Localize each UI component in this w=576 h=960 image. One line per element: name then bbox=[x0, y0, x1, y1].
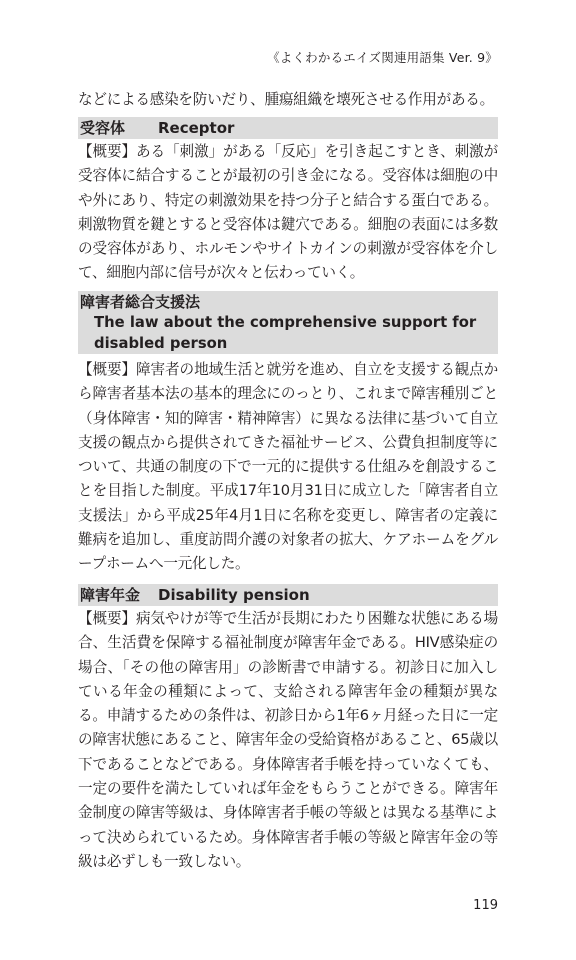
entry-heading-disability-pension bbox=[78, 584, 498, 606]
entry-body-receptor: 【概要】ある「刺激」がある「反応」を引き起こすとき、刺激が受容体に結合することが最初の引き金になる。受容体は細胞の中や外にあり、特定の刺激効果を持つ分子と結合する蛋白である。刺激物質を鍵とすると受容体は鍵穴である。細胞の表面には多数の受容体があり、ホルモンやサイトカインの刺激が受容体を介して、細胞内部に信号が次々と伝わっていく。 bbox=[78, 143, 498, 282]
page-number: 119 bbox=[473, 898, 498, 913]
term-en: Receptor bbox=[158, 119, 235, 137]
running-head: 《よくわかるエイズ関連用語集 Ver. 9》 bbox=[267, 50, 498, 65]
term-jp: 受容体 bbox=[80, 119, 126, 137]
entry-body-disability-pension: 【概要】病気やけが等で生活が長期にわたり困難な状態にある場合、生活費を保障する福祉制度が障害年金である。HIV感染症の場合、「その他の障害用」の診断書で申請する。初診日に加入している年金の種類によって、支給される障害年金の種類が異なる。申請するための条件は、初診日から1年6ヶ月経った日に一定の障害状態にあること、障害年金の受給資格があること、65歳以下であることなどである。身体障害者手帳を持っていなくても、一定の要件を満たしていれば年金をもらうことができる。障害年金制度の障害等級は、身体障害者手帳の等級とは異なる基準によって決められているため。身体障害者手帳の等級と障害年金の等級は必ずしも一致しない。 bbox=[78, 610, 498, 870]
term-en: The law about the comprehensive support for disabled person bbox=[94, 314, 477, 352]
entry-heading-support-law bbox=[78, 291, 498, 354]
continuation-text: などによる感染を防いだり、腫瘍組織を壊死させる作用がある。 bbox=[78, 91, 494, 108]
entry-body-support-law: 【概要】障害者の地域生活と就労を進め、自立を支援する観点から障害者基本法の基本的理念にのっとり、これまで障害種別ごと（身体障害・知的障害・精神障害）に異なる法律に基づいて自立支援の観点から提供されてきた福祉サービス、公費負担制度等について、共通の制度の下で一元的に提供する仕組みを創設することを目指した制度。平成17年10月31日に成立した「障害者自立支援法」から平成25年4月1日に名称を変更し、障害者の定義に難病を追加し、重度訪問介護の対象者の拡大、ケアホームをグループホームへ一元化した。 bbox=[78, 361, 498, 573]
term-jp: 障害年金 bbox=[80, 586, 141, 604]
entry-heading-receptor bbox=[78, 117, 498, 139]
term-jp: 障害者総合支援法 bbox=[80, 293, 201, 311]
term-en: Disability pension bbox=[158, 586, 310, 604]
